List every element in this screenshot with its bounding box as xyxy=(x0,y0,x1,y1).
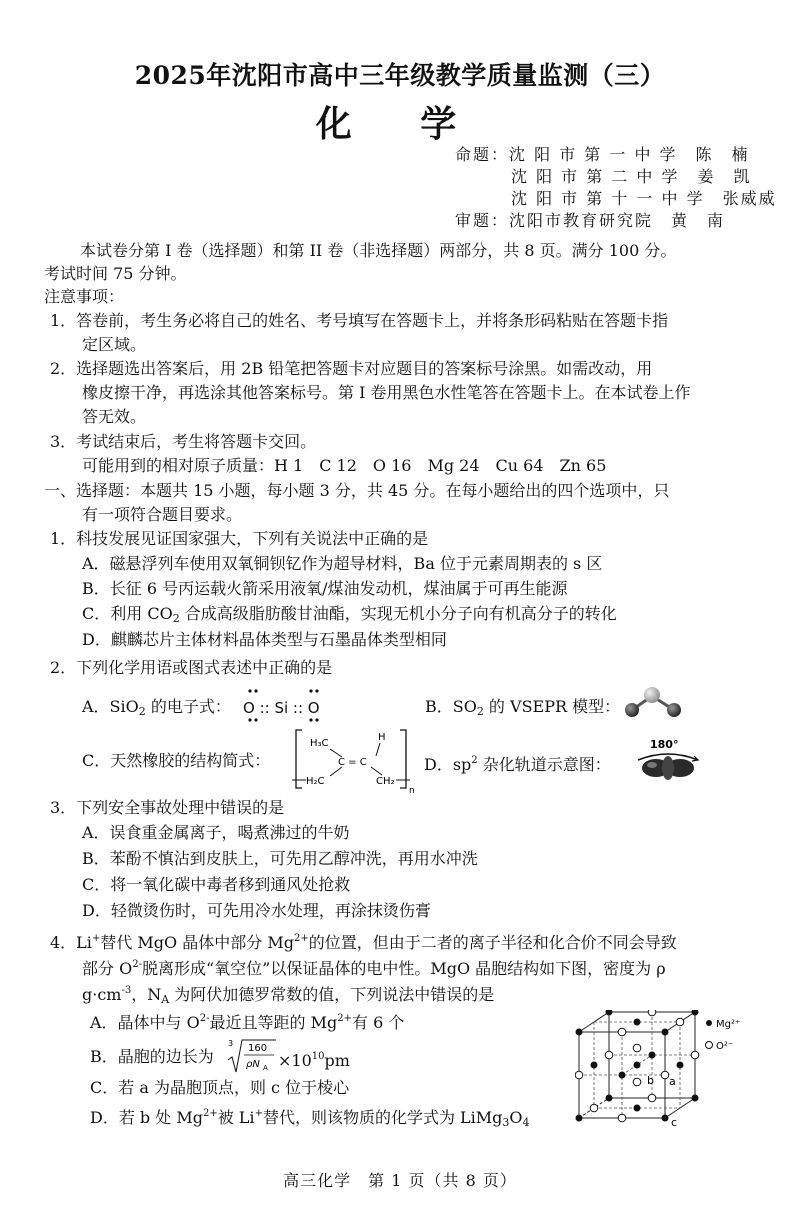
rubber-double-bond: C = C xyxy=(338,757,367,768)
author-2: 沈 阳 市 第 二 中 学 姜 凯 xyxy=(511,167,752,186)
notice-2a: 2．选择题选出答案后，用 2B 铅笔把答题卡对应题目的答案标号涂黑。如需改动，用 xyxy=(50,359,653,378)
q2-a-lone-pairs xyxy=(240,688,330,722)
svg-text:3: 3 xyxy=(228,1039,234,1048)
q4-stem-3: $g\cdot cm^{-3}$，$N_A$ 为阿伏加德罗常数的值，下列说法中错误的是 xyxy=(82,985,495,1006)
subject-title: 化 学 xyxy=(315,103,485,145)
q3-stem: 3．下列安全事故处理中错误的是 xyxy=(50,798,285,817)
notice-2c: 答无效。 xyxy=(82,407,147,426)
q1-option-d: D．麒麟芯片主体材料晶体类型与石墨晶体类型相同 xyxy=(82,630,447,649)
cell-label-b: b xyxy=(647,1074,654,1087)
author-3: 沈 阳 市 第 十 一 中 学 张威威 xyxy=(511,189,777,208)
cell-label-c: c xyxy=(671,1116,678,1128)
q1-option-b: B．长征 6 号丙运载火箭采用液氧/煤油发动机，煤油属于可再生能源 xyxy=(82,579,568,598)
q3-option-c: C．将一氧化碳中毒者移到通风处抢救 xyxy=(82,875,351,894)
q3-option-b: B．苯酚不慎沾到皮肤上，可先用乙醇冲洗，再用水冲洗 xyxy=(82,849,478,868)
q1-option-a: A．磁悬浮列车使用双氧铜钡钇作为超导材料，Ba 位于元素周期表的 s 区 xyxy=(82,554,603,573)
intro-line-1: 本试卷分第 I 卷（选择题）和第 II 卷（非选择题）两部分，共 8 页。满分 100 分。 xyxy=(80,241,677,260)
q2-option-d: D．$sp^2$ 杂化轨道示意图： xyxy=(424,755,611,774)
q2-option-b: B．$SO_2$ 的 VSEPR 模型： xyxy=(425,697,621,718)
rubber-n: n xyxy=(409,786,415,796)
root-denominator: ρN xyxy=(246,1059,260,1070)
exam-title: 2025年沈阳市高中三年级教学质量监测（三） xyxy=(134,61,666,90)
rubber-h: H xyxy=(378,732,386,743)
legend-o: O²⁻ xyxy=(716,1041,734,1052)
rubber-structure-figure xyxy=(292,726,422,796)
rubber-h3c: H₃C xyxy=(310,738,329,749)
q4-option-a: A．晶体中与 $O^{2-}$最近且等距的 $Mg^{2+}$有 6 个 xyxy=(90,1013,405,1032)
q4-option-b: B．晶胞的边长为 xyxy=(90,1047,214,1066)
notice-1a: 1．答卷前，考生务必将自己的姓名、考号填写在答题卡上，并将条形码粘贴在答题卡指 xyxy=(50,311,669,330)
root-denominator-sub: A xyxy=(263,1064,268,1072)
notice-label: 注意事项： xyxy=(44,287,125,306)
q4-option-b-tail: $\times 10^{10}pm$ xyxy=(278,1051,350,1070)
intro-line-2: 考试时间 75 分钟。 xyxy=(44,264,187,283)
review-label: 审题： xyxy=(455,211,510,230)
cube-root-expression xyxy=(226,1036,278,1078)
q2-a-electron-formula: O :: Si :: O xyxy=(243,699,320,717)
q1-option-c: C．利用 $CO_2$ 合成高级脂肪酸甘油酯，实现无机小分子向有机高分子的转化 xyxy=(82,604,617,625)
q2-option-a: A．SiO$_2$ 的电子式： xyxy=(82,697,231,718)
q4-option-c: C．若 a 为晶胞顶点，则 c 位于棱心 xyxy=(90,1078,350,1097)
author-block xyxy=(455,144,777,232)
notice-3: 3．考试结束后，考生将答题卡交回。 xyxy=(50,432,317,451)
legend-mg: Mg²⁺ xyxy=(716,1019,741,1030)
q4-option-d: D．若 b 处 $Mg^{2+}$被 Li+替代，则该物质的化学式为 $LiMg_3O_4$ xyxy=(90,1108,530,1129)
q2-option-c: C．天然橡胶的结构简式： xyxy=(82,751,271,770)
rubber-ch2: CH₂ xyxy=(376,776,395,787)
section-1-line-2: 有一项符合题目要求。 xyxy=(82,505,243,524)
notice-2b: 橡皮擦干净，再选涂其他答案标号。第 I 卷用黑色水性笔答在答题卡上。在本试卷上作 xyxy=(82,383,691,402)
vsepr-model-figure xyxy=(622,684,684,720)
notice-1b: 定区域。 xyxy=(82,335,147,354)
root-numerator: 160 xyxy=(248,1043,268,1054)
q1-stem: 1．科技发展见证国家强大，下列有关说法中正确的是 xyxy=(50,529,429,548)
q3-option-a: A．误食重金属离子，喝煮沸过的牛奶 xyxy=(82,823,350,842)
q4-stem-2: 部分 $O^{2-}$脱离形成“氧空位”以保证晶体的电中性。MgO 晶胞结构如下图，密度为 ρ xyxy=(82,959,666,978)
page-footer: 高三化学 第 1 页（共 8 页） xyxy=(283,1171,517,1190)
sp2-angle-label: 180° xyxy=(650,738,679,751)
atomic-masses: 可能用到的相对原子质量：H 1 C 12 O 16 Mg 24 Cu 64 Zn 65 xyxy=(82,456,607,475)
cell-label-a: a xyxy=(669,1075,676,1088)
section-1-line-1: 一、选择题：本题共 15 小题，每小题 3 分，共 45 分。在每小题给出的四个选项中，只 xyxy=(44,481,670,500)
q3-option-d: D．轻微烫伤时，可先用冷水处理，再涂抹烫伤膏 xyxy=(82,901,431,920)
author-1: 沈 阳 市 第 一 中 学 陈 楠 xyxy=(509,145,750,164)
rubber-h2c: H₂C xyxy=(306,776,325,787)
reviewer: 沈阳市教育研究院 黄 南 xyxy=(509,211,726,230)
mgo-unit-cell-figure xyxy=(575,1010,775,1128)
q4-stem-1: 4．Li+替代 MgO 晶体中部分 $Mg^{2+}$的位置，但由于二者的离子半径和化合价不同会导致 xyxy=(50,933,677,952)
propose-label: 命题： xyxy=(455,145,510,164)
q2-stem: 2．下列化学用语或图式表述中正确的是 xyxy=(50,658,333,677)
sp2-orbital-figure xyxy=(628,734,708,784)
